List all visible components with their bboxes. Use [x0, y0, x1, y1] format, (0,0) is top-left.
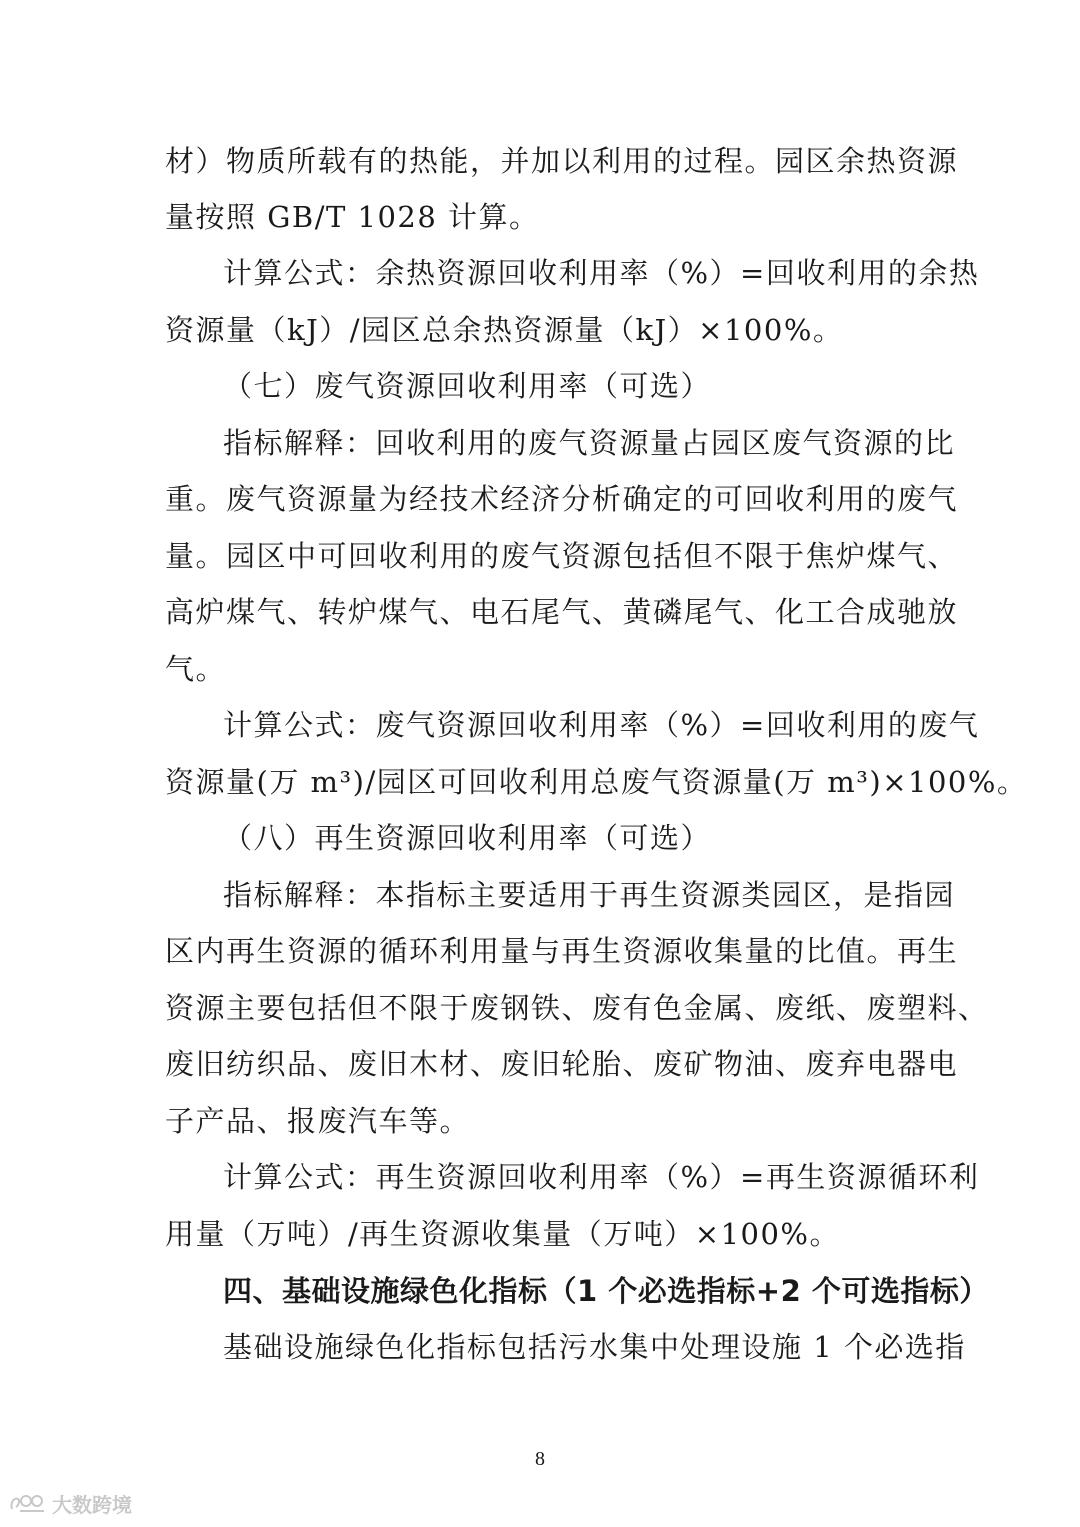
body-line: 指标解释：回收利用的废气资源量占园区废气资源的比 [223, 426, 956, 460]
formula-line: 计算公式：再生资源回收利用率（%）=再生资源循环利 [223, 1160, 980, 1194]
body-line: 高炉煤气、转炉煤气、电石尾气、黄磷尾气、化工合成驰放 [165, 595, 959, 629]
chapter-heading: 四、基础设施绿色化指标（1 个必选指标+2 个可选指标） [223, 1274, 989, 1308]
body-line: 区内再生资源的循环利用量与再生资源收集量的比值。再生 [165, 934, 959, 968]
body-line: 气。 [165, 652, 227, 686]
body-line: 子产品、报废汽车等。 [165, 1104, 471, 1138]
formula-line: 用量（万吨）/再生资源收集量（万吨）×100%。 [165, 1217, 840, 1251]
watermark-text: 大数跨境 [52, 1492, 132, 1517]
body-line: 废旧纺织品、废旧木材、废旧轮胎、废矿物油、废弃电器电 [165, 1047, 959, 1081]
section-heading: （七）废气资源回收利用率（可选） [223, 369, 712, 403]
formula-line: 资源量(万 m³)/园区可回收利用总废气资源量(万 m³)×100%。 [165, 765, 1028, 799]
formula-line: 资源量（kJ）/园区总余热资源量（kJ）×100%。 [165, 313, 844, 347]
page-number: 8 [535, 1448, 545, 1470]
formula-line: 计算公式：余热资源回收利用率（%）=回收利用的余热 [223, 256, 980, 290]
body-line: 重。废气资源量为经技术经济分析确定的可回收利用的废气 [165, 482, 959, 516]
section-heading: （八）再生资源回收利用率（可选） [223, 821, 712, 855]
body-line: 基础设施绿色化指标包括污水集中处理设施 1 个必选指 [223, 1330, 966, 1364]
watermark [8, 1488, 132, 1518]
body-line: 材）物质所载有的热能，并加以利用的过程。园区余热资源 [165, 144, 959, 178]
body-line: 资源主要包括但不限于废钢铁、废有色金属、废纸、废塑料、 [165, 991, 989, 1025]
body-line: 指标解释：本指标主要适用于再生资源类园区，是指园 [223, 878, 956, 912]
body-line: 量按照 GB/T 1028 计算。 [165, 200, 540, 234]
formula-line: 计算公式：废气资源回收利用率（%）=回收利用的废气 [223, 708, 980, 742]
body-line: 量。园区中可回收利用的废气资源包括但不限于焦炉煤气、 [165, 539, 959, 573]
watermark-logo-icon [8, 1491, 48, 1515]
